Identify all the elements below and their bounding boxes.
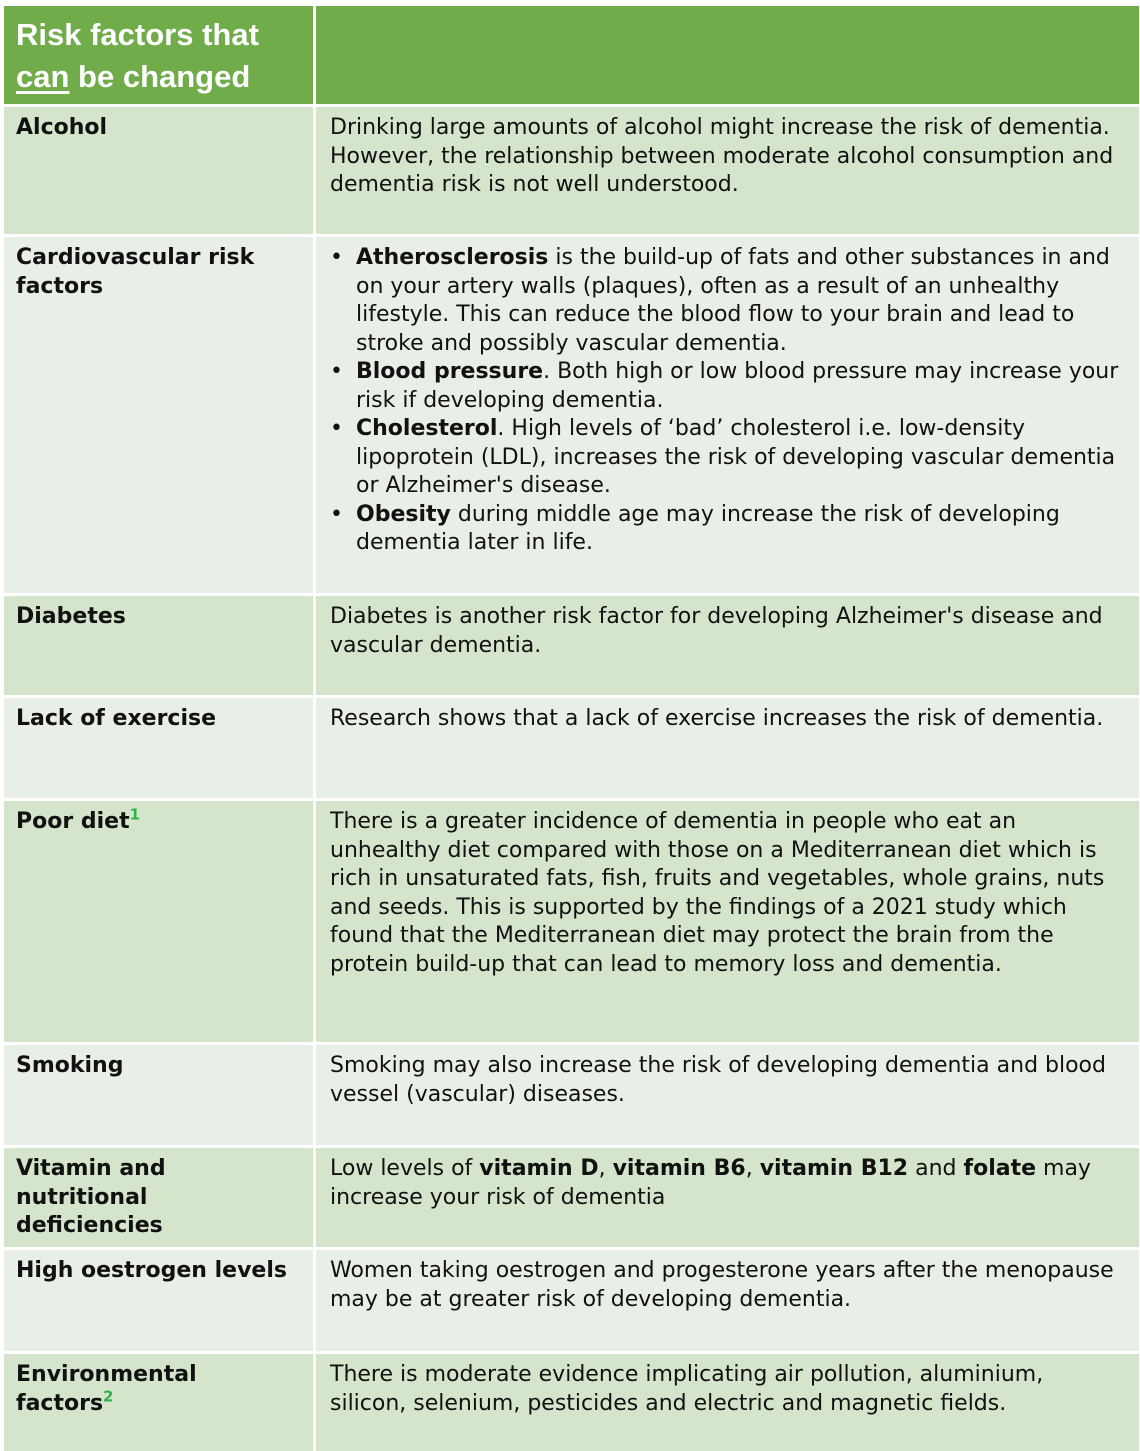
bullet-cholesterol	[356, 415, 1125, 501]
row-desc-smoking: Smoking may also increase the risk of developing dementia and blood vessel (vascular) diseases.	[316, 1045, 1139, 1145]
bullet-atherosclerosis	[356, 244, 1125, 358]
row-label-smoking	[4, 1045, 313, 1145]
header-title-part2: be changed	[69, 59, 251, 94]
bullet-blood-pressure	[356, 358, 1125, 415]
row-desc-lack-of-exercise: Research shows that a lack of exercise increases the risk of dementia.	[316, 698, 1139, 798]
row-desc-alcohol: Drinking large amounts of alcohol might increase the risk of dementia. However, the relationship between moderate alcohol consumption and dementia risk is not well understood.	[316, 107, 1139, 234]
rich-text: ,	[745, 1156, 760, 1181]
header-title-part1: Risk factors that	[16, 17, 259, 52]
table-header-title	[4, 6, 313, 104]
footnote-marker[interactable]: 2	[103, 1387, 114, 1406]
cardiovascular-bullet-list	[330, 244, 1125, 558]
row-label-high-oestrogen	[4, 1250, 313, 1351]
rich-text: may increase your risk of dementia	[330, 1156, 1091, 1210]
nutrient-term: vitamin D	[479, 1156, 599, 1181]
row-label-text: Vitamin and nutritional deficiencies	[16, 1156, 166, 1238]
bullet-text: . High levels of ‘bad’ cholesterol i.e. low-density lipoprotein (LDL), increases the risk of developing vascular dementia or Alzheimer's disease.	[356, 416, 1116, 498]
row-desc-cardiovascular	[316, 237, 1139, 593]
bullet-term: Atherosclerosis	[356, 245, 549, 270]
risk-factors-table	[4, 6, 1136, 1451]
row-desc-diabetes: Diabetes is another risk factor for developing Alzheimer's disease and vascular dementia.	[316, 596, 1139, 695]
row-label-text: Cardiovascular risk factors	[16, 245, 255, 299]
row-desc-high-oestrogen: Women taking oestrogen and progesterone years after the menopause may be at greater risk of developing dementia.	[316, 1250, 1139, 1351]
bullet-term: Blood pressure	[356, 359, 544, 384]
rich-text: Low levels of	[330, 1156, 480, 1181]
row-label-environmental	[4, 1354, 313, 1451]
row-desc-vitamin-deficiencies	[316, 1148, 1139, 1247]
bullet-term: Cholesterol	[356, 416, 498, 441]
row-label-text: Lack of exercise	[16, 706, 217, 731]
row-label-text: Diabetes	[16, 604, 126, 629]
row-label-text: Smoking	[16, 1053, 124, 1078]
bullet-obesity	[356, 501, 1125, 558]
header-title-underlined: can	[16, 59, 70, 94]
row-label-text: Poor diet	[16, 809, 130, 834]
nutrient-term: vitamin B12	[759, 1156, 909, 1181]
rich-text: and	[908, 1156, 964, 1181]
bullet-term: Obesity	[356, 501, 451, 527]
bullet-text: . Both high or low blood pressure may increase your risk if developing dementia.	[356, 359, 1119, 413]
row-desc-poor-diet: There is a greater incidence of dementia in people who eat an unhealthy diet compared with those on a Mediterranean diet which is rich in unsaturated fats, fish, fruits and vegetables, whole grains, nuts and seeds. This is supported by the findings of a 2021 study which found that the Mediterranean diet may protect the brain from the protein build-up that can lead to memory loss and dementia.	[316, 801, 1139, 1042]
footnote-marker[interactable]: 1	[129, 805, 141, 824]
row-label-text: Alcohol	[16, 115, 108, 140]
nutrient-term: vitamin B6	[612, 1156, 746, 1181]
row-label-text: Environmental factors	[16, 1362, 197, 1416]
bullet-text: is the build-up of fats and other substances in and on your artery walls (plaques), often as a result of an unhealthy lifestyle. This can reduce the blood flow to your brain and lead to stroke and possibly vascular dementia.	[356, 245, 1110, 356]
row-label-cardiovascular	[4, 237, 313, 593]
row-label-lack-of-exercise	[4, 698, 313, 798]
row-label-poor-diet	[4, 801, 313, 1042]
row-label-vitamin-deficiencies	[4, 1148, 313, 1247]
nutrient-term: folate	[963, 1156, 1037, 1181]
row-label-alcohol	[4, 107, 313, 234]
row-label-diabetes	[4, 596, 313, 695]
bullet-text: during middle age may increase the risk of developing dementia later in life.	[356, 501, 1060, 555]
row-desc-environmental: There is moderate evidence implicating air pollution, aluminium, silicon, selenium, pesticides and electric and magnetic fields.	[316, 1354, 1139, 1451]
row-label-text: High oestrogen levels	[16, 1258, 287, 1283]
table-header-right	[316, 6, 1139, 104]
rich-text: ,	[598, 1156, 613, 1181]
